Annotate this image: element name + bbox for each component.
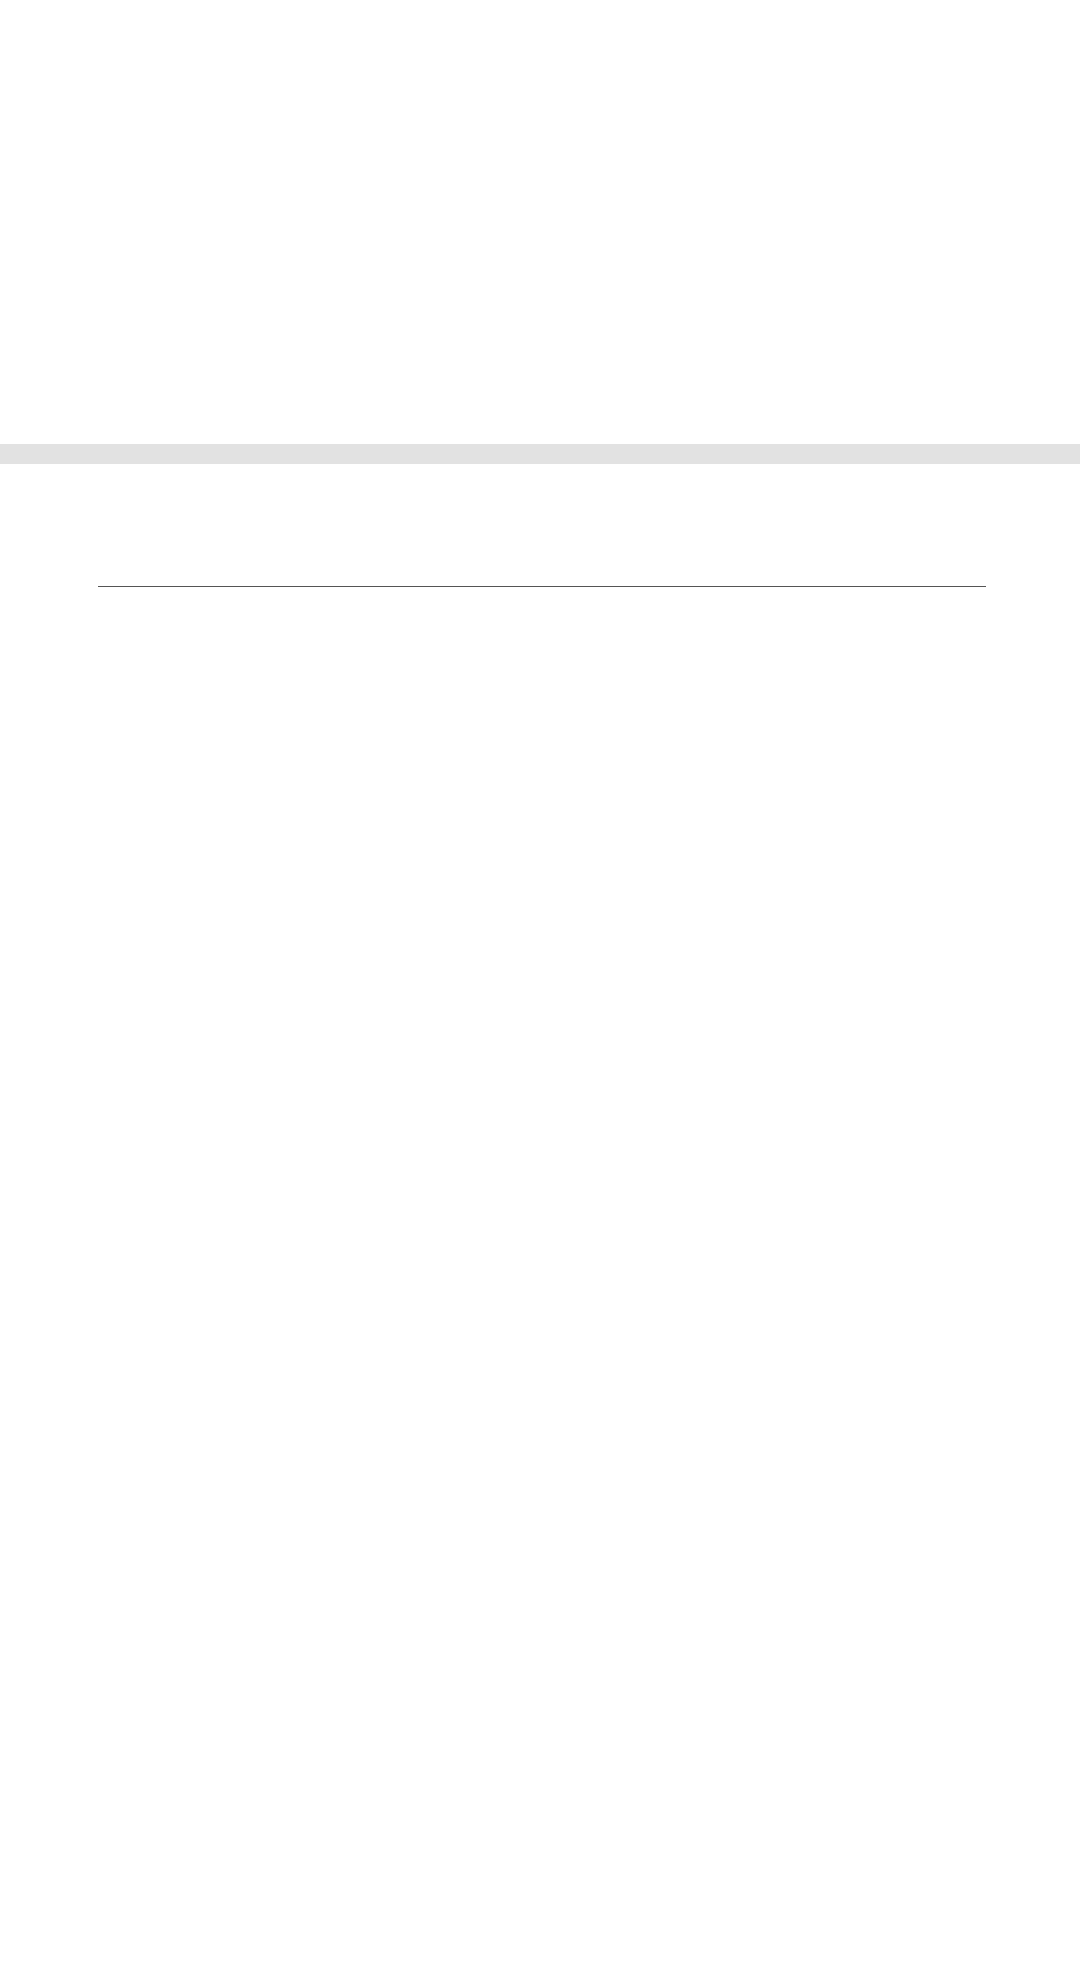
document-page-106	[0, 0, 1080, 448]
header-rule	[98, 586, 986, 587]
document-page-107	[0, 468, 1080, 1981]
page-divider	[0, 444, 1080, 464]
